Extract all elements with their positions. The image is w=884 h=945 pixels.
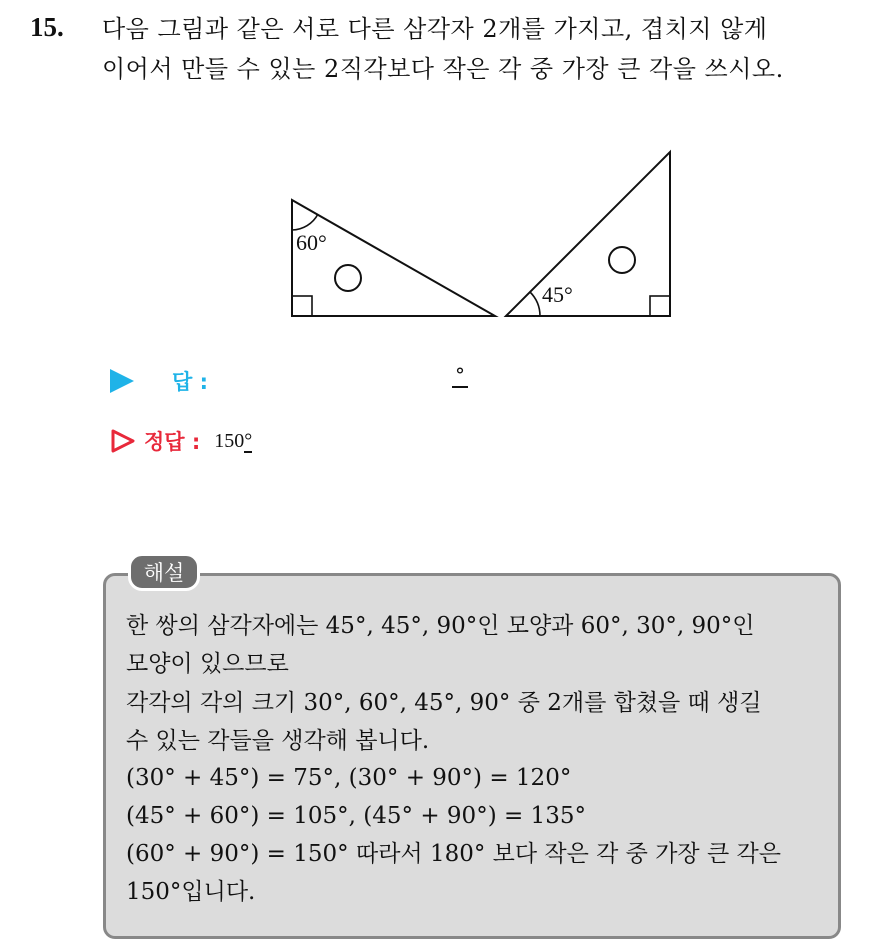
triangle-rulers-figure: [280, 148, 680, 328]
solution-line: 각각의 각의 크기 30°, 60°, 45°, 90° 중 2개를 합쳤을 때 생길: [126, 690, 762, 716]
solution-line: 한 쌍의 삼각자에는 45°, 45°, 90°인 모양과 60°, 30°, 90°인: [126, 613, 755, 639]
right-angle-mark-left: [292, 296, 312, 316]
angle-label-45: 45°: [542, 282, 573, 307]
solution-line: 150°입니다.: [126, 879, 256, 905]
angle-arc-60: [292, 214, 318, 230]
correct-answer-number: 150: [214, 429, 245, 452]
question-text-line-2: 이어서 만들 수 있는 2직각보다 작은 각 중 가장 큰 각을 쓰시오.: [102, 55, 784, 83]
question-text-line-1: 다음 그림과 같은 서로 다른 삼각자 2개를 가지고, 겹치지 않게: [102, 15, 768, 43]
solution-line: 모양이 있으므로: [126, 651, 289, 677]
right-angle-mark-right: [650, 296, 670, 316]
question-number: 15.: [30, 12, 64, 42]
play-arrow-icon: [110, 369, 134, 393]
answer-label: 답 :: [172, 370, 208, 394]
ruler-hole-left: [335, 265, 361, 291]
ruler-hole-right: [609, 247, 635, 273]
correct-answer-degree: °: [244, 429, 253, 452]
solution-tab: 해설: [128, 553, 200, 591]
angle-label-60: 60°: [296, 230, 327, 255]
triangle-45-45-90: [506, 152, 670, 316]
correct-answer-value: [214, 430, 252, 453]
answer-row: [110, 366, 208, 396]
solution-line: (45° + 60°) = 105°, (45° + 90°) = 135°: [126, 803, 586, 829]
angle-arc-45: [530, 292, 540, 316]
solution-line: (60° + 90°) = 150° 따라서 180° 보다 작은 각 중 가장 큰 각은: [126, 841, 781, 867]
answer-blank[interactable]: °: [452, 364, 468, 388]
outline-arrow-icon: [110, 428, 136, 454]
correct-answer-row: [110, 426, 252, 456]
correct-answer-label: 정답 :: [144, 430, 201, 454]
solution-line: (30° + 45°) = 75°, (30° + 90°) = 120°: [126, 765, 572, 791]
triangle-30-60-90: [292, 200, 495, 316]
solution-line: 수 있는 각들을 생각해 봅니다.: [126, 728, 430, 754]
